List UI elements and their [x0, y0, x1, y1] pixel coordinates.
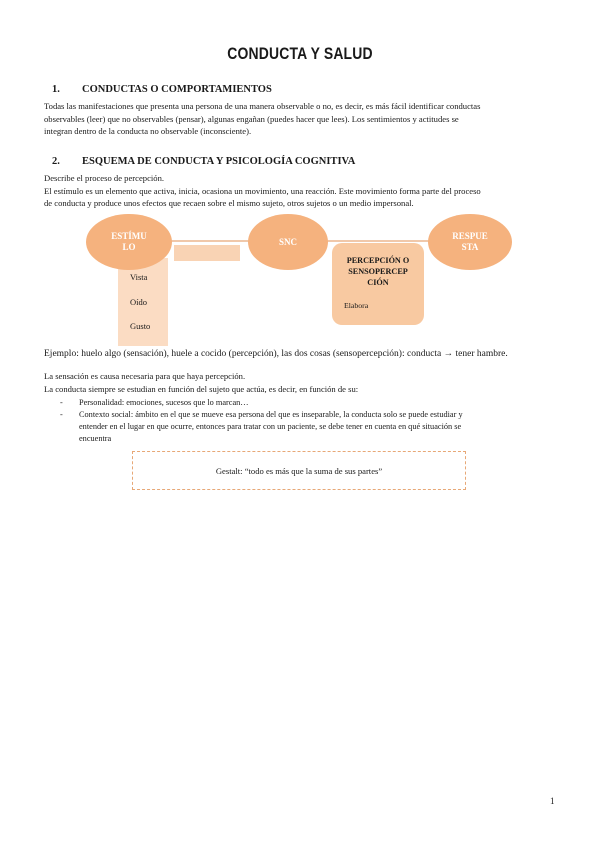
paragraph-line: El estímulo es un elemento que activa, inicia, ocasiona un movimiento, una reacción. Este movimiento forma parte del proceso — [44, 185, 481, 196]
section-1-title: CONDUCTAS O COMPORTAMIENTOS — [82, 84, 272, 95]
connector-box — [174, 245, 240, 261]
gestalt-quote: Gestalt: “todo es más que la suma de sus partes” — [215, 466, 383, 476]
note-line: La sensación es causa necesaria para que haya percepción. — [44, 371, 246, 381]
list-continuation: entender en el lugar en que ocurre, entonces para tratar con un paciente, se debe tener en cuenta en qué situación se encuentra — [79, 422, 462, 443]
page-title: CONDUCTA Y SALUD — [227, 44, 373, 63]
paragraph-line: Todas las manifestaciones que presenta una persona de una manera observable o no, es decir, es más fácil identificar conductas — [44, 101, 481, 111]
perception-title: PERCEPCIÓN O SENSOPERCEP CIÓN — [346, 256, 410, 287]
stimulus-item: Oído — [130, 297, 147, 307]
paragraph-line: de conducta y produce unos efectos que recaen sobre el mismo sujeto, otros sujetos o un medio impersonal. — [44, 198, 414, 208]
section-2-number: 2. — [52, 156, 60, 167]
perception-subtitle: Elabora — [344, 301, 369, 310]
note-line: La conducta siempre se estudian en función del sujeto que actúa, es decir, en función de su: — [44, 383, 359, 394]
paragraph-line: observables (leer) que no observables (pensar), algunas engañan (puedes hacer que lees). Los sentimientos y actitudes se — [44, 113, 459, 124]
snc-node: SNC — [248, 214, 328, 270]
page-number: 1 — [550, 796, 555, 806]
stimulus-items-box — [118, 258, 168, 346]
paragraph-line: integran dentro de la conducta no observable (inconsciente). — [44, 126, 252, 136]
paragraph-line: Describe el proceso de percepción. — [44, 173, 165, 183]
stimulus-node: ESTÍMU LO — [86, 214, 172, 270]
stimulus-item: Vista — [130, 272, 148, 282]
list-item: - Personalidad: emociones, sucesos que lo marcan… — [60, 398, 249, 407]
factor-list — [60, 397, 570, 445]
notes — [44, 370, 564, 395]
stimulus-item: Gusto — [130, 321, 151, 331]
section-1-number: 1. — [52, 84, 60, 95]
example-text: Ejemplo: huelo algo (sensación), huele a cocido (percepción), las dos cosas (sensopercepción): conducta → tener hambre. — [44, 349, 508, 359]
response-node: RESPUE STA — [428, 214, 512, 270]
perception-box — [332, 243, 424, 325]
gestalt-quote-box — [132, 451, 466, 490]
list-item: - Contexto social: ámbito en el que se mueve esa persona del que es inseparable, la conducta solo se puede estudiar y — [60, 410, 463, 419]
section-2-title: ESQUEMA DE CONDUCTA Y PSICOLOGÍA COGNITIVA — [82, 156, 356, 167]
